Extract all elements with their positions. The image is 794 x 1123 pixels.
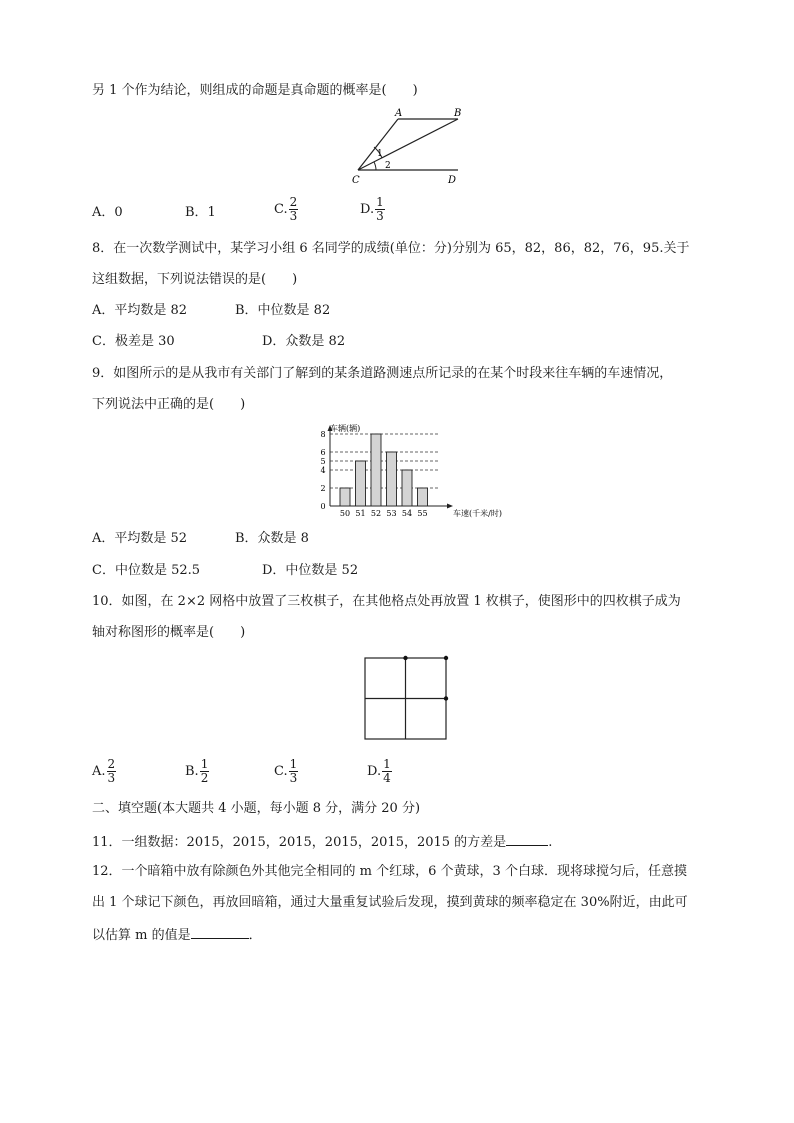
q9-option-a[interactable]: A．平均数是 52 [92,531,188,546]
label-D: D [448,175,457,186]
q7-option-a[interactable]: A．0 [92,205,123,220]
y-axis-label: 车辆(辆) [330,424,361,433]
q8-option-b[interactable]: B．中位数是 82 [235,303,331,318]
chess-piece [403,656,407,660]
q11-answer-blank[interactable] [506,833,548,846]
q7-option-c[interactable]: C. $\frac{2}{3}$ [274,195,298,223]
bar [340,488,350,506]
speed-bar-chart [308,421,504,521]
label-angle-2: 2 [385,161,391,171]
x-tick-label: 54 [401,509,413,518]
q11-stem: 11．一组数据：2015，2015，2015，2015，2015，2015 的方差是 . [92,835,553,850]
y-tick-label: 0 [320,502,326,511]
label-angle-1: 1 [377,149,383,159]
q7-option-d[interactable]: D. $\frac{1}{3}$ [360,195,384,223]
y-tick-label: 5 [320,457,326,466]
q10-stem-line2: 轴对称图形的概率是( ) [92,625,246,640]
q12-stem-line1: 12．一个暗箱中放有除颜色外其他完全相同的 m 个红球，6 个黄球，3 个白球．现将球搅匀后，任意摸 [92,864,687,879]
bar [356,461,366,506]
fraction: $\frac{1}{3}$ [376,195,384,223]
q10-option-c[interactable]: C. $\frac{1}{3}$ [274,757,298,785]
section-title: 二、填空题(本大题共 4 小题，每小题 8 分，满分 20 分) [92,801,421,816]
x-axis-arrow [447,504,453,509]
q9-option-c[interactable]: C．中位数是 52.5 [92,563,201,578]
q12-stem-line2: 出 1 个球记下颜色，再放回暗箱，通过大量重复试验后发现，摸到黄球的频率稳定在 30%附近，由此可 [92,895,688,910]
q8-option-a[interactable]: A．平均数是 82 [92,303,188,318]
label-B: B [454,108,462,119]
y-tick-label: 4 [320,466,326,475]
chess-piece [444,696,448,700]
y-tick-label: 6 [320,448,326,457]
q10-stem-line1: 10．如图，在 2×2 网格中放置了三枚棋子，在其他格点处再放置 1 枚棋子，使图形中的四枚棋子成为 [92,594,681,609]
q10-option-d[interactable]: D. $\frac{1}{4}$ [367,757,391,785]
q10-option-b[interactable]: B. $\frac{1}{2}$ [185,757,209,785]
fraction: $\frac{1}{3}$ [289,757,298,785]
fraction: $\frac{2}{3}$ [107,757,116,785]
q8-stem-line2: 这组数据，下列说法错误的是( ) [92,272,298,287]
x-tick-label: 52 [370,509,382,518]
fraction: $\frac{1}{4}$ [383,757,391,785]
q8-option-d[interactable]: D．众数是 82 [262,334,346,349]
x-axis-label: 车速(千米/时) [453,509,502,518]
q12-answer-blank[interactable] [191,926,249,939]
x-tick-label: 53 [386,509,397,518]
bar [402,470,412,506]
y-tick-label: 2 [320,484,326,493]
q8-stem-line1: 8．在一次数学测试中，某学习小组 6 名同学的成绩(单位：分)分别为 65，82，86，82，76，95.关于 [92,241,690,256]
fraction: $\frac{1}{2}$ [200,757,209,785]
fraction: $\frac{2}{3}$ [289,195,298,223]
bar [387,452,397,506]
q7-option-b[interactable]: B．1 [185,205,216,220]
q7-stem: 另 1 个作为结论，则组成的命题是真命题的概率是( ) [92,83,418,98]
x-tick-label: 50 [339,509,351,518]
q9-stem-line2: 下列说法中正确的是( ) [92,397,246,412]
q9-option-b[interactable]: B．众数是 8 [235,531,309,546]
q9-stem-line1: 9．如图所示的是从我市有关部门了解到的某条道路测速点所记录的在某个时段来往车辆的车速情况， [92,366,673,381]
x-tick-label: 55 [417,509,428,518]
chess-piece [444,656,448,660]
bar [418,488,428,506]
grid-2x2-figure [360,653,452,745]
q8-option-c[interactable]: C．极差是 30 [92,334,175,349]
label-A: A [395,108,403,119]
q9-option-d[interactable]: D．中位数是 52 [262,563,359,578]
q7-geometry-figure [340,106,470,190]
label-C: C [352,175,360,186]
y-tick-label: 8 [320,430,326,439]
q10-option-a[interactable]: A. $\frac{2}{3}$ [92,757,116,785]
x-tick-label: 51 [355,509,366,518]
q12-stem-line3: 以估算 m 的值是 ． [92,928,262,943]
bar [371,434,381,506]
